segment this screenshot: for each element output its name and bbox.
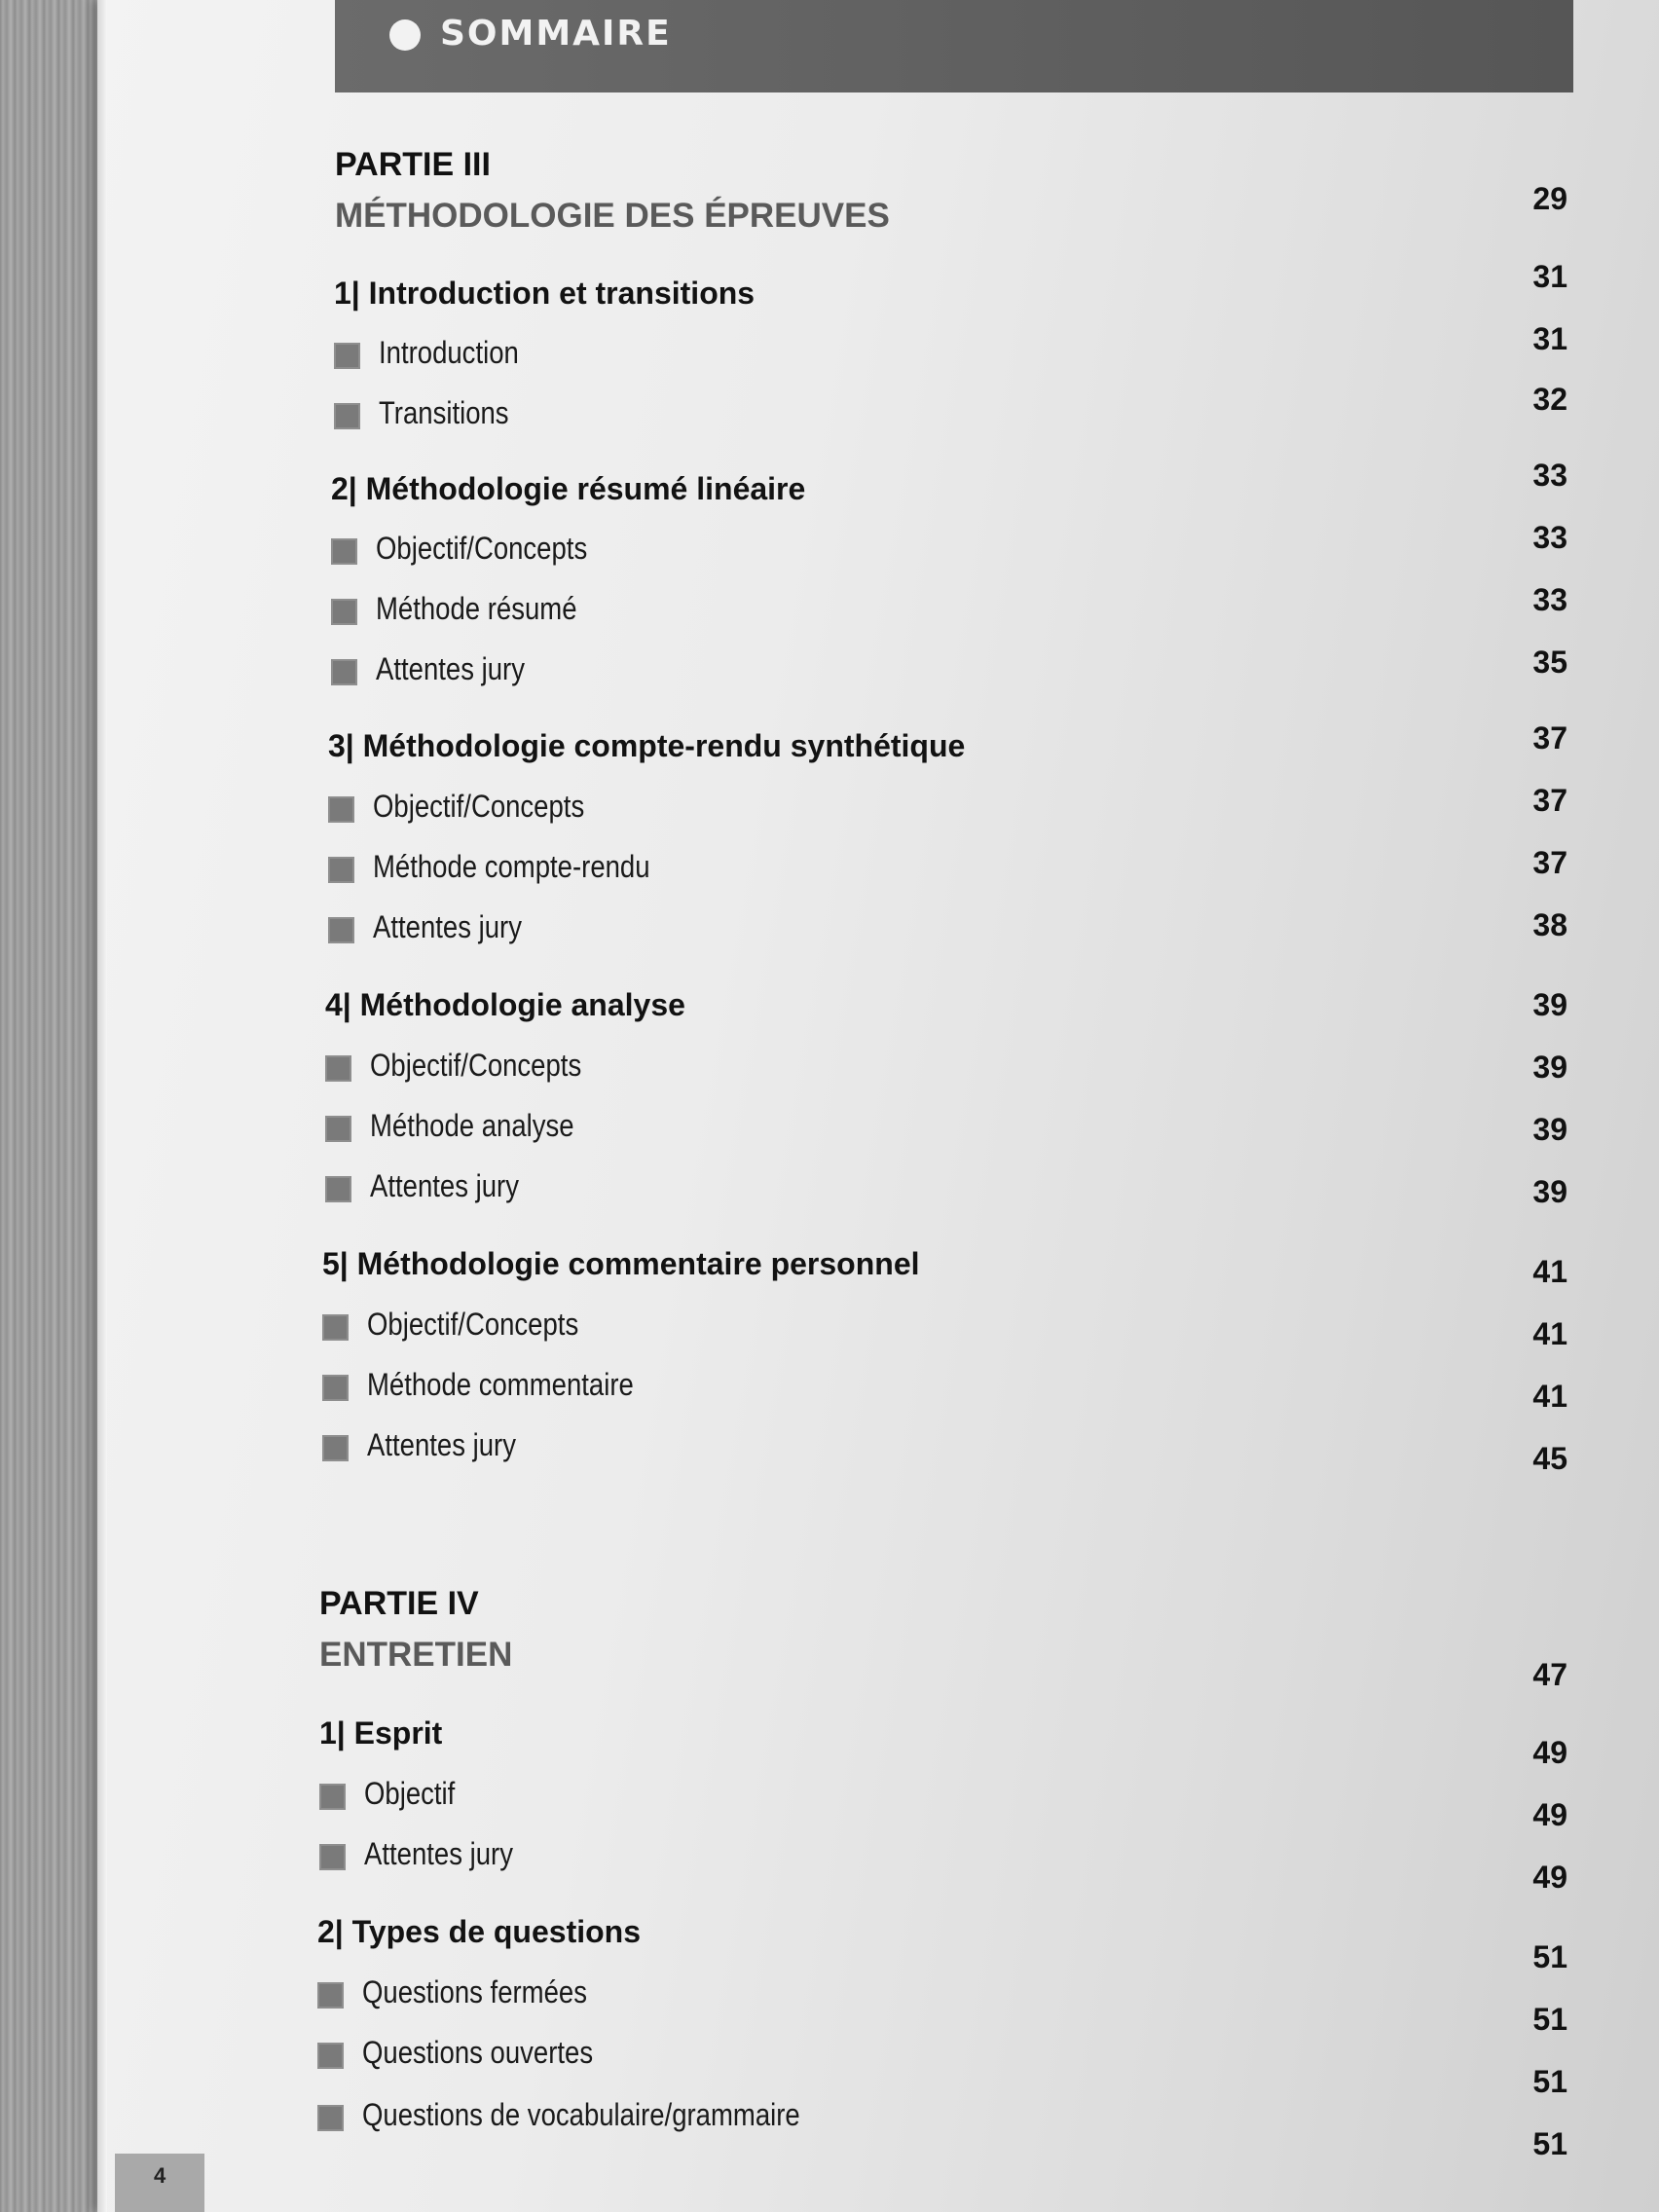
- square-bullet-icon: [319, 1784, 346, 1810]
- square-bullet-icon: [322, 1435, 349, 1461]
- square-bullet-icon: [322, 1375, 349, 1401]
- page-number: 41: [1532, 1316, 1567, 1351]
- square-bullet-icon: [328, 857, 354, 883]
- page-number: 49: [1532, 1735, 1567, 1770]
- square-bullet-icon: [331, 659, 357, 685]
- page-number: 49: [1532, 1797, 1567, 1832]
- toc-item-label: Attentes jury: [373, 909, 522, 944]
- square-bullet-icon: [317, 2105, 344, 2131]
- page-number: 51: [1532, 1939, 1567, 1974]
- toc-item-label: Objectif/Concepts: [373, 789, 585, 824]
- square-bullet-icon: [331, 599, 357, 625]
- bullet-dot-icon: [389, 19, 421, 51]
- page-number: 51: [1532, 2064, 1567, 2099]
- toc-item-label: Méthode compte-rendu: [373, 849, 650, 884]
- footer-page-number: 4: [154, 2163, 166, 2188]
- section-title: 3| Méthodologie compte-rendu synthétique: [328, 728, 966, 763]
- part-label: PARTIE III: [335, 146, 491, 183]
- square-bullet-icon: [322, 1314, 349, 1341]
- section-title: 2| Types de questions: [317, 1914, 641, 1949]
- page-number: 51: [1532, 2126, 1567, 2161]
- section-title: 4| Méthodologie analyse: [325, 987, 685, 1022]
- square-bullet-icon: [317, 1982, 344, 2009]
- square-bullet-icon: [328, 917, 354, 943]
- page-number: 32: [1532, 382, 1567, 417]
- page-number: 37: [1532, 783, 1567, 818]
- page-number: 41: [1532, 1379, 1567, 1414]
- book-page: [97, 0, 1659, 2212]
- background-surface: [0, 0, 102, 2212]
- square-bullet-icon: [328, 796, 354, 823]
- square-bullet-icon: [334, 343, 360, 369]
- page-number: 39: [1532, 1112, 1567, 1147]
- page-number: 39: [1532, 987, 1567, 1022]
- toc-item-label: Introduction: [379, 335, 519, 370]
- page-number: 31: [1532, 259, 1567, 294]
- page-number: 47: [1532, 1657, 1567, 1692]
- page-number: 41: [1532, 1254, 1567, 1289]
- page-number: 33: [1532, 520, 1567, 555]
- page-number: 49: [1532, 1860, 1567, 1895]
- toc-item-label: Attentes jury: [367, 1427, 516, 1462]
- page-number: 37: [1532, 845, 1567, 880]
- page-number: 33: [1532, 582, 1567, 617]
- square-bullet-icon: [319, 1844, 346, 1870]
- page-number: 45: [1532, 1441, 1567, 1476]
- toc-item-label: Questions ouvertes: [362, 2035, 594, 2070]
- page-number: 38: [1532, 907, 1567, 942]
- toc-item-label: Objectif/Concepts: [370, 1048, 582, 1083]
- square-bullet-icon: [331, 538, 357, 565]
- square-bullet-icon: [317, 2043, 344, 2069]
- toc-item-label: Objectif: [364, 1776, 456, 1811]
- square-bullet-icon: [325, 1176, 351, 1202]
- square-bullet-icon: [334, 403, 360, 429]
- part-label: PARTIE IV: [319, 1585, 479, 1622]
- page-number: 31: [1532, 321, 1567, 356]
- toc-item-label: Attentes jury: [364, 1836, 513, 1871]
- toc-item-label: Méthode commentaire: [367, 1367, 634, 1402]
- part-subtitle: ENTRETIEN: [319, 1636, 513, 1674]
- section-title: 2| Méthodologie résumé linéaire: [331, 471, 806, 506]
- toc-item-label: Attentes jury: [376, 651, 525, 686]
- toc-item-label: Objectif/Concepts: [376, 531, 588, 566]
- page-number: 51: [1532, 2002, 1567, 2037]
- toc-item-label: Questions de vocabulaire/grammaire: [362, 2097, 800, 2132]
- section-title: 5| Méthodologie commentaire personnel: [322, 1246, 920, 1281]
- header-title: SOMMAIRE: [440, 14, 672, 54]
- page-number: 35: [1532, 645, 1567, 680]
- square-bullet-icon: [325, 1116, 351, 1142]
- page-number: 39: [1532, 1174, 1567, 1209]
- section-title: 1| Esprit: [319, 1715, 443, 1751]
- section-title: 1| Introduction et transitions: [334, 276, 756, 311]
- toc-item-label: Objectif/Concepts: [367, 1307, 579, 1342]
- page-number: 37: [1532, 720, 1567, 756]
- page-number: 33: [1532, 458, 1567, 493]
- part-subtitle: MÉTHODOLOGIE DES ÉPREUVES: [335, 197, 890, 235]
- toc-item-label: Questions fermées: [362, 1974, 587, 2009]
- page-edge: [97, 0, 107, 2212]
- toc-item-label: Transitions: [379, 395, 509, 430]
- square-bullet-icon: [325, 1055, 351, 1082]
- toc-item-label: Méthode résumé: [376, 591, 577, 626]
- page-number: 39: [1532, 1050, 1567, 1085]
- page-number: 29: [1532, 181, 1567, 216]
- toc-item-label: Méthode analyse: [370, 1108, 574, 1143]
- toc-item-label: Attentes jury: [370, 1168, 519, 1203]
